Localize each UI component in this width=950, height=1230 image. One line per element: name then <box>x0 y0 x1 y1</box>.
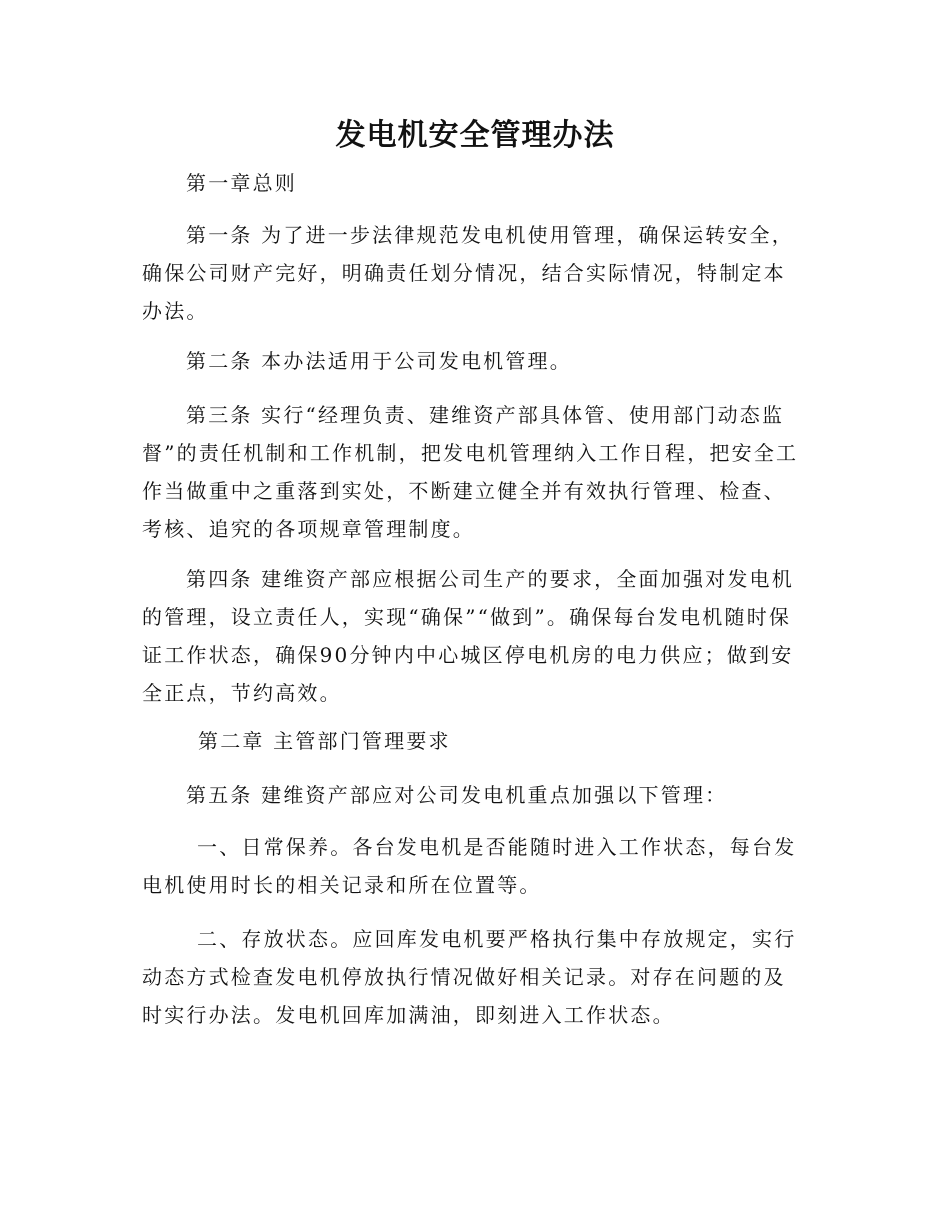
document-title: 发电机安全管理办法 <box>335 118 615 153</box>
article-4-paragraph: 第四条 建维资产部应根据公司生产的要求，全面加强对发电机的管理，设立责任人，实现“确保”“做到”。确保每台发电机随时保证工作状态，确保90分钟内中心城区停电机房的电力供应；做到安全正点，节约高效。 <box>142 567 794 705</box>
item-1-paragraph: 一、日常保养。各台发电机是否能随时进入工作状态，每台发电机使用时长的相关记录和所在位置等。 <box>142 835 797 897</box>
article-1-paragraph: 第一条 为了进一步法律规范发电机使用管理，确保运转安全，确保公司财产完好，明确责任划分情况，结合实际情况，特制定本办法。 <box>142 223 794 323</box>
article-2-paragraph: 第二条 本办法适用于公司发电机管理。 <box>186 349 572 373</box>
chapter-2-heading: 第二章 主管部门管理要求 <box>198 729 451 753</box>
item-2-paragraph: 二、存放状态。应回库发电机要严格执行集中存放规定，实行动态方式检查发电机停放执行情况做好相关记录。对存在问题的及时实行办法。发电机回库加满油，即刻进入工作状态。 <box>142 927 797 1027</box>
article-3-paragraph: 第三条 实行“经理负责、建维资产部具体管、使用部门动态监督”的责任机制和工作机制，把发电机管理纳入工作日程，把安全工作当做重中之重落到实处，不断建立健全并有效执行管理、检查、考核、追究的各项规章管理制度。 <box>142 403 799 541</box>
chapter-1-heading: 第一章总则 <box>186 171 297 195</box>
article-5-paragraph: 第五条 建维资产部应对公司发电机重点加强以下管理： <box>186 783 728 807</box>
